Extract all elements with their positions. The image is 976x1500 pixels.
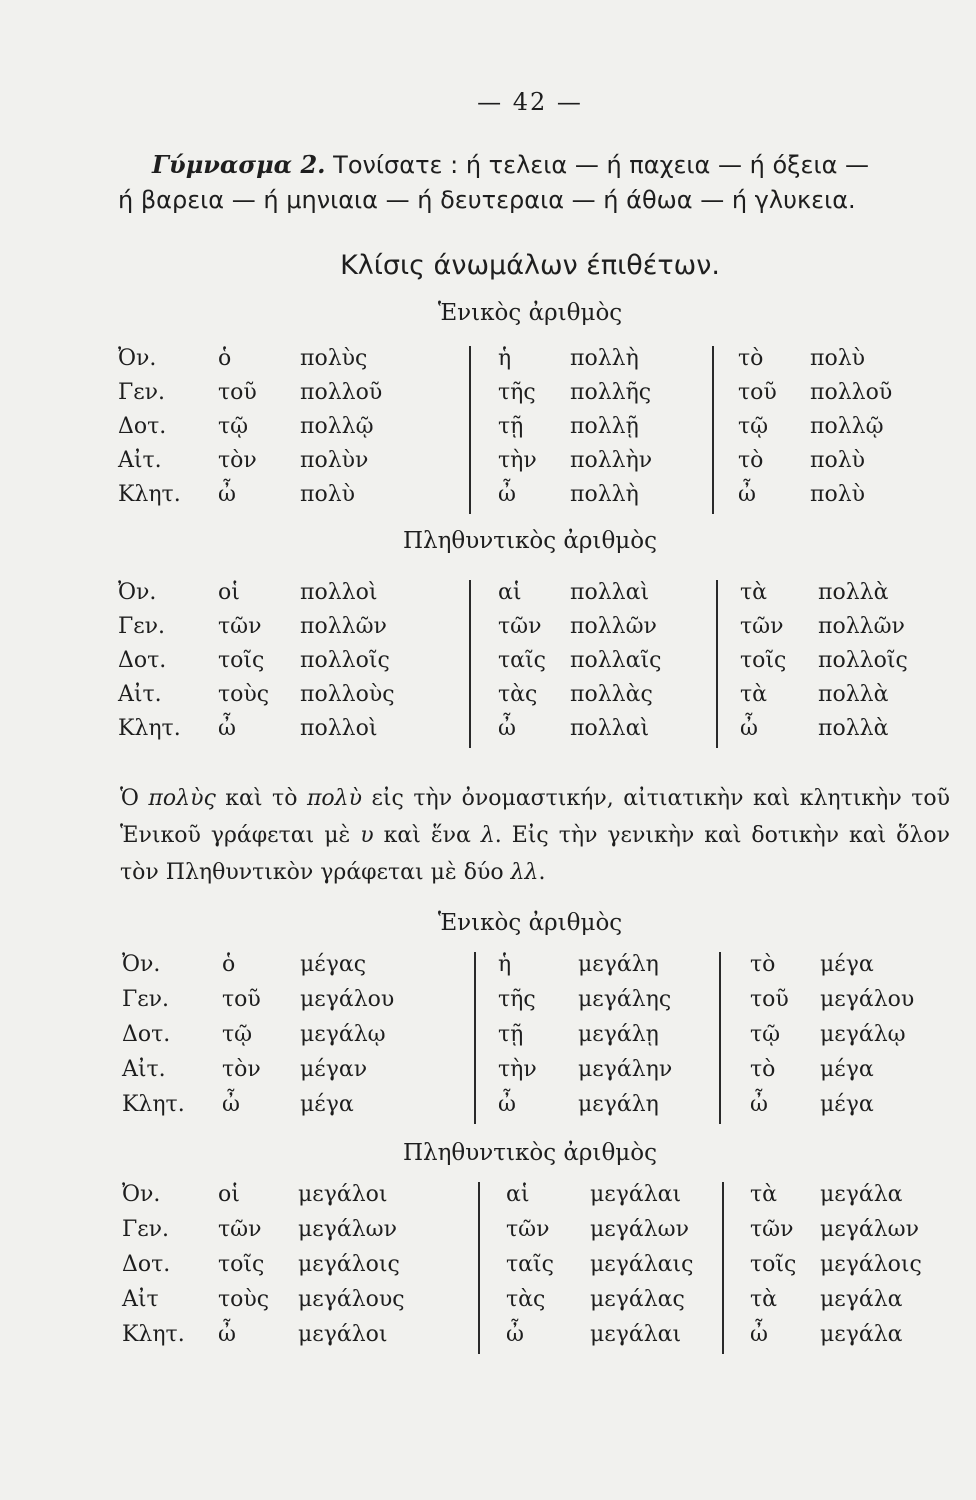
- fem-form: μεγάλαι: [590, 1182, 682, 1207]
- table1-plural-header: Πληθυντικὸς ἀριθμὸς: [403, 528, 657, 554]
- masc-article: ὁ: [222, 952, 236, 977]
- neut-form: πολὺ: [810, 482, 866, 507]
- table-row: [0, 716, 976, 750]
- masc-form: πολὺν: [300, 448, 369, 473]
- case-label: Αἰτ.: [122, 1057, 166, 1082]
- neut-form: πολὺ: [810, 448, 866, 473]
- exercise-text-1: Τονίσατε : ή τελεια — ή παχεια — ή όξεια —: [325, 151, 870, 179]
- masc-article: τῶν: [218, 614, 262, 639]
- case-label: Δοτ.: [118, 648, 167, 673]
- fem-article: ὦ: [498, 1092, 516, 1117]
- neut-form: πολλοῦ: [810, 380, 893, 405]
- case-label: Γεν.: [118, 614, 166, 639]
- masc-form: πολλοῖς: [300, 648, 390, 673]
- masc-article: τὸν: [222, 1057, 261, 1082]
- masc-form: πολλοὶ: [300, 716, 378, 741]
- fem-article: ὦ: [506, 1322, 524, 1347]
- fem-form: πολλὴ: [570, 482, 639, 507]
- neut-form: μέγα: [820, 1092, 874, 1117]
- neut-article: τῶν: [740, 614, 784, 639]
- fem-article: αἱ: [498, 580, 522, 605]
- case-label: Γεν.: [122, 1217, 170, 1242]
- neut-form: μέγα: [820, 1057, 874, 1082]
- fem-article: τῆς: [498, 987, 536, 1012]
- neut-article: τὸ: [738, 448, 764, 473]
- case-label: Ὀν.: [122, 952, 161, 977]
- fem-form: μεγάλας: [590, 1287, 685, 1312]
- table-row: [0, 1217, 976, 1251]
- fem-form: μεγάλαι: [590, 1322, 682, 1347]
- case-label: Δοτ.: [122, 1252, 171, 1277]
- neut-article: τὸ: [738, 346, 764, 371]
- fem-article: ἡ: [498, 346, 512, 371]
- fem-article: τὰς: [498, 682, 538, 707]
- column-divider: [469, 580, 471, 748]
- fem-article: αἱ: [506, 1182, 530, 1207]
- case-label: Αἰτ.: [118, 448, 162, 473]
- exercise-label: Γύμνασμα 2.: [152, 150, 326, 179]
- para-italic: λλ: [510, 860, 539, 885]
- masc-article: τὸν: [218, 448, 257, 473]
- neut-article: τοῖς: [750, 1252, 797, 1277]
- masc-form: μέγα: [300, 1092, 354, 1117]
- neut-form: μεγάλα: [820, 1182, 903, 1207]
- masc-article: οἱ: [218, 580, 240, 605]
- fem-form: πολλαὶ: [570, 580, 650, 605]
- para-text: εἰς τὴν ὀνομαστικήν, αἰτιατικὴν καὶ κλητικὴν τοῦ Ἑνικοῦ γράφεται μὲ: [120, 786, 950, 848]
- table-row: [0, 1022, 976, 1056]
- table-row: [0, 987, 976, 1021]
- rule-paragraph: [120, 780, 950, 891]
- fem-article: τὰς: [506, 1287, 546, 1312]
- neut-article: ὦ: [750, 1322, 768, 1347]
- masc-form: μεγάλοις: [298, 1252, 400, 1277]
- fem-article: ὦ: [498, 482, 516, 507]
- case-label: Κλητ.: [118, 716, 181, 741]
- para-text: Ὁ: [120, 786, 149, 811]
- column-divider: [474, 952, 476, 1124]
- table-row: [0, 580, 976, 614]
- masc-article: τοῦ: [222, 987, 261, 1012]
- neut-form: πολλῶν: [818, 614, 905, 639]
- masc-article: οἱ: [218, 1182, 240, 1207]
- case-label: Κλητ.: [122, 1322, 185, 1347]
- masc-form: πολὺ: [300, 482, 356, 507]
- fem-form: μεγάλαις: [590, 1252, 694, 1277]
- fem-form: μεγάλῃ: [578, 1022, 659, 1047]
- neut-article: τῶν: [750, 1217, 794, 1242]
- fem-article: τῶν: [506, 1217, 550, 1242]
- table-row: [0, 1092, 976, 1126]
- table-row: [0, 414, 976, 448]
- fem-form: πολλῆς: [570, 380, 652, 405]
- fem-form: μεγάλη: [578, 952, 659, 977]
- masc-form: μεγάλῳ: [300, 1022, 386, 1047]
- table-row: [0, 614, 976, 648]
- fem-article: ταῖς: [498, 648, 546, 673]
- fem-article: ὦ: [498, 716, 516, 741]
- neut-article: τοῦ: [750, 987, 789, 1012]
- fem-form: πολλαὶ: [570, 716, 650, 741]
- column-divider: [712, 346, 714, 514]
- masc-form: μέγας: [300, 952, 367, 977]
- masc-form: μεγάλοι: [298, 1322, 388, 1347]
- case-label: Κλητ.: [118, 482, 181, 507]
- fem-article: τὴν: [498, 1057, 537, 1082]
- fem-form: μεγάλη: [578, 1092, 659, 1117]
- neut-form: πολλὰ: [818, 716, 889, 741]
- neut-article: τοῖς: [740, 648, 787, 673]
- section-title: Κλίσις άνωμάλων έπιθέτων.: [340, 250, 720, 281]
- case-label: Ὀν.: [122, 1182, 161, 1207]
- table-row: [0, 1322, 976, 1356]
- table-row: [0, 482, 976, 516]
- table-row: [0, 1057, 976, 1091]
- neut-article: τὸ: [750, 1057, 776, 1082]
- table2-singular-header: Ἑνικὸς ἀριθμὸς: [437, 910, 623, 936]
- masc-article: ὦ: [218, 716, 236, 741]
- table-row: [0, 682, 976, 716]
- masc-article: τοῖς: [218, 648, 265, 673]
- case-label: Γεν.: [118, 380, 166, 405]
- masc-article: τοὺς: [218, 682, 270, 707]
- table-row: [0, 346, 976, 380]
- neut-article: ὦ: [738, 482, 756, 507]
- masc-form: μεγάλοι: [298, 1182, 388, 1207]
- fem-form: πολλῇ: [570, 414, 639, 439]
- masc-article: τῶν: [218, 1217, 262, 1242]
- masc-article: τοῖς: [218, 1252, 265, 1277]
- para-text: . Εἰς τὴν γενικὴν καὶ δοτικὴν καὶ ὅλον τὸν Πληθυντικὸν γράφεται μὲ δύο: [120, 823, 950, 885]
- para-italic: υ: [360, 823, 374, 848]
- fem-article: ἡ: [498, 952, 512, 977]
- neut-form: μεγάλα: [820, 1287, 903, 1312]
- case-label: Κλητ.: [122, 1092, 185, 1117]
- neut-form: μεγάλων: [820, 1217, 919, 1242]
- fem-form: πολλαῖς: [570, 648, 662, 673]
- case-label: Δοτ.: [118, 414, 167, 439]
- masc-form: μεγάλους: [298, 1287, 405, 1312]
- fem-form: μεγάλης: [578, 987, 672, 1012]
- column-divider: [469, 346, 471, 514]
- neut-article: τὰ: [750, 1287, 778, 1312]
- neut-article: ὦ: [740, 716, 758, 741]
- masc-article: τῷ: [222, 1022, 253, 1047]
- fem-article: τῆς: [498, 380, 536, 405]
- masc-article: ὁ: [218, 346, 232, 371]
- table-row: [0, 648, 976, 682]
- masc-form: πολλῶν: [300, 614, 387, 639]
- case-label: Αἰτ: [122, 1287, 159, 1312]
- fem-form: μεγάλων: [590, 1217, 689, 1242]
- masc-form: πολλοῦ: [300, 380, 383, 405]
- table-row: [0, 448, 976, 482]
- neut-article: τὰ: [740, 580, 768, 605]
- neut-form: πολλὰ: [818, 580, 889, 605]
- case-label: Αἰτ.: [118, 682, 162, 707]
- masc-form: μεγάλων: [298, 1217, 397, 1242]
- table-row: [0, 1252, 976, 1286]
- fem-form: πολλὰς: [570, 682, 653, 707]
- neut-article: τὸ: [750, 952, 776, 977]
- exercise-line-2: ή βαρεια — ή μηνιαια — ή δευτεραια — ή άθωα — ή γλυκεια.: [118, 186, 856, 214]
- neut-form: πολὺ: [810, 346, 866, 371]
- case-label: Ὀν.: [118, 346, 157, 371]
- masc-form: μεγάλου: [300, 987, 395, 1012]
- fem-form: πολλὴ: [570, 346, 639, 371]
- neut-form: μέγα: [820, 952, 874, 977]
- masc-form: πολλοὺς: [300, 682, 395, 707]
- masc-form: μέγαν: [300, 1057, 368, 1082]
- table-row: [0, 1287, 976, 1321]
- table-row: [0, 380, 976, 414]
- table1-singular-header: Ἑνικὸς ἀριθμὸς: [437, 300, 623, 326]
- neut-form: πολλὰ: [818, 682, 889, 707]
- para-italic: λ: [480, 823, 495, 848]
- para-italic: πολὺ: [306, 786, 362, 811]
- neut-article: τῷ: [738, 414, 769, 439]
- neut-form: μεγάλα: [820, 1322, 903, 1347]
- case-label: Γεν.: [122, 987, 170, 1012]
- neut-form: πολλοῖς: [818, 648, 908, 673]
- fem-article: ταῖς: [506, 1252, 554, 1277]
- masc-article: τῷ: [218, 414, 249, 439]
- masc-article: ὦ: [222, 1092, 240, 1117]
- column-divider: [716, 580, 718, 748]
- masc-form: πολλῷ: [300, 414, 374, 439]
- table-row: [0, 1182, 976, 1216]
- neut-form: μεγάλοις: [820, 1252, 922, 1277]
- fem-form: πολλὴν: [570, 448, 653, 473]
- neut-article: τοῦ: [738, 380, 777, 405]
- table-row: [0, 952, 976, 986]
- fem-article: τῶν: [498, 614, 542, 639]
- para-text: .: [538, 860, 546, 885]
- column-divider: [478, 1182, 480, 1354]
- neut-article: ὦ: [750, 1092, 768, 1117]
- fem-article: τῇ: [498, 1022, 524, 1047]
- para-italic: πολὺς: [148, 786, 216, 811]
- fem-form: πολλῶν: [570, 614, 657, 639]
- fem-article: τῇ: [498, 414, 524, 439]
- table2-plural-header: Πληθυντικὸς ἀριθμὸς: [403, 1140, 657, 1166]
- masc-article: τοῦ: [218, 380, 257, 405]
- fem-form: μεγάλην: [578, 1057, 673, 1082]
- masc-article: τοὺς: [218, 1287, 270, 1312]
- neut-article: τῷ: [750, 1022, 781, 1047]
- masc-article: ὦ: [218, 482, 236, 507]
- neut-form: μεγάλῳ: [820, 1022, 906, 1047]
- fem-article: τὴν: [498, 448, 537, 473]
- neut-form: μεγάλου: [820, 987, 915, 1012]
- masc-form: πολλοὶ: [300, 580, 378, 605]
- masc-article: ὦ: [218, 1322, 236, 1347]
- neut-article: τὰ: [740, 682, 768, 707]
- page-number: — 42 —: [477, 88, 583, 116]
- exercise-line-1: [152, 150, 869, 179]
- neut-form: πολλῷ: [810, 414, 884, 439]
- masc-form: πολὺς: [300, 346, 368, 371]
- case-label: Δοτ.: [122, 1022, 171, 1047]
- column-divider: [719, 952, 721, 1124]
- case-label: Ὀν.: [118, 580, 157, 605]
- para-text: καὶ ἕνα: [373, 823, 481, 848]
- para-text: καὶ τὸ: [215, 786, 307, 811]
- neut-article: τὰ: [750, 1182, 778, 1207]
- column-divider: [722, 1182, 724, 1354]
